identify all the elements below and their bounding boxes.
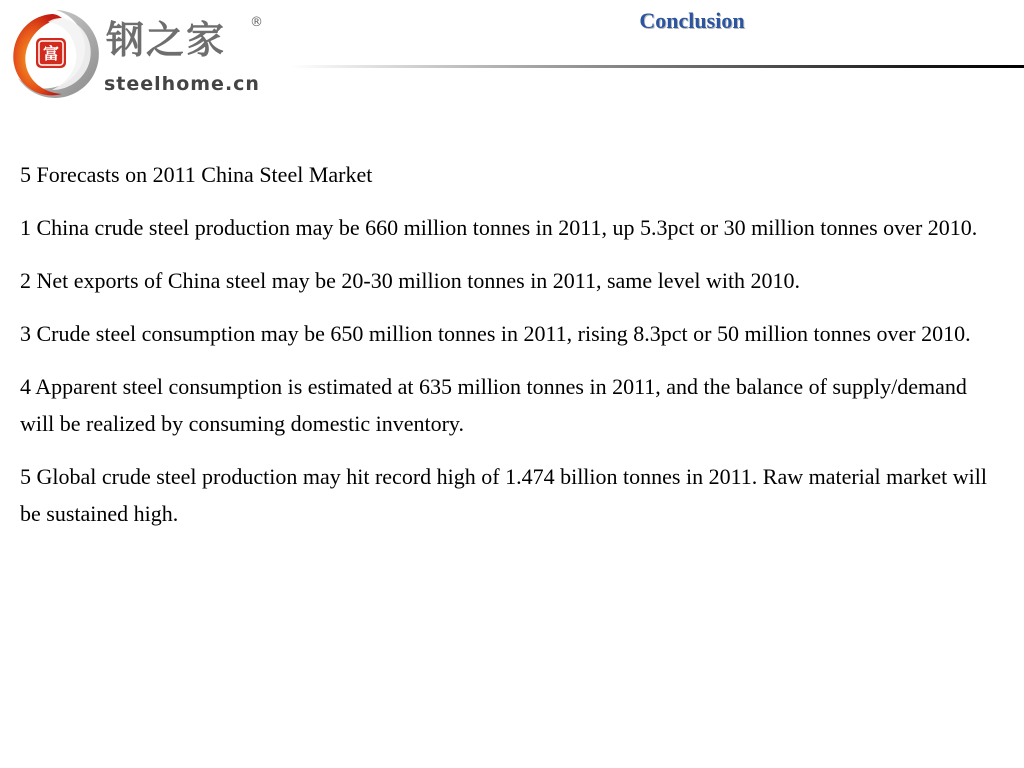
forecast-item-5: 5 Global crude steel production may hit record high of 1.474 billion tonnes in 2011. Raw material market will be sustained high. — [20, 464, 987, 526]
forecast-item-2: 2 Net exports of China steel may be 20-30 million tonnes in 2011, same level with 2010. — [20, 268, 801, 293]
logo-chinese-text: 钢之家 — [106, 18, 227, 62]
steelhome-logo — [6, 4, 296, 100]
logo-domain-text: steelhome.cn — [104, 73, 260, 95]
header-divider — [290, 65, 1024, 68]
forecast-item-4: 4 Apparent steel consumption is estimated at 635 million tonnes in 2011, and the balance of supply/demand will be realized by consuming domestic inventory. — [20, 374, 967, 436]
forecast-item-1: 1 China crude steel production may be 660 million tonnes in 2011, up 5.3pct or 30 million tonnes over 2010. — [20, 215, 978, 240]
slide-title: Conclusion — [639, 8, 745, 33]
forecast-intro: 5 Forecasts on 2011 China Steel Market — [20, 162, 373, 187]
forecast-item-3: 3 Crude steel consumption may be 650 million tonnes in 2011, rising 8.3pct or 50 million tonnes over 2010. — [20, 321, 971, 346]
svg-text:富: 富 — [42, 44, 60, 63]
registered-mark: ® — [250, 15, 263, 30]
slide-body — [20, 156, 1000, 548]
steelhome-emblem-icon — [6, 6, 102, 102]
